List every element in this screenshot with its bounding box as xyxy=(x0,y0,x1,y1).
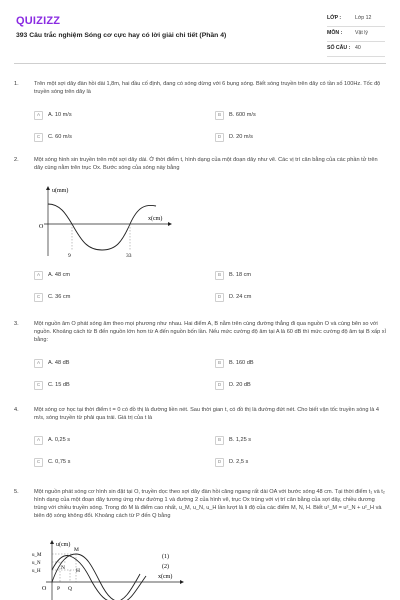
meta-label: MÔN : xyxy=(327,30,343,37)
option-d[interactable] xyxy=(215,291,375,303)
wave-curve xyxy=(48,204,156,250)
question-text: Một sóng hình sin truyền trên một sợi dây dài. Ở thời điểm t, hình dạng của một đoạn dây như vẽ. Các vị trí cân bằng của các phần tử trên dây cùng nằm trên trục Ox. Bước sóng của sóng này bằng xyxy=(34,157,378,172)
curve-1-label: (1) xyxy=(162,554,169,560)
option-text: C. 15 dB xyxy=(48,381,70,388)
option-key: A xyxy=(34,436,43,445)
option-text: B. 160 dB xyxy=(229,359,254,366)
wave-figure-q2 xyxy=(36,184,176,263)
option-d[interactable] xyxy=(215,131,375,143)
uH-label: u_H xyxy=(32,569,41,574)
option-text: D. 20 dB xyxy=(229,381,251,388)
option-c[interactable] xyxy=(34,456,194,468)
option-d[interactable] xyxy=(215,456,375,468)
y-axis-label: u(cm) xyxy=(56,542,71,548)
option-key: D xyxy=(215,133,224,142)
meta-panel xyxy=(327,12,385,57)
option-text: A. 48 cm xyxy=(48,271,71,278)
option-text: D. 2,5 s xyxy=(229,458,249,465)
tick-label-1: 9 xyxy=(68,253,71,259)
y-axis-arrow xyxy=(50,540,54,544)
header-divider xyxy=(14,63,386,64)
point-Q-label: Q xyxy=(68,586,72,592)
option-key: C xyxy=(34,458,43,467)
option-d[interactable] xyxy=(215,379,375,391)
option-text: D. 20 m/s xyxy=(229,133,253,140)
option-text: C. 0,75 s xyxy=(48,458,71,465)
point-M-label: M xyxy=(74,547,79,553)
option-key: B xyxy=(215,359,224,368)
option-key: C xyxy=(34,133,43,142)
option-key: B xyxy=(215,271,224,280)
option-key: D xyxy=(215,293,224,302)
meta-row-count xyxy=(327,42,385,57)
question-text: Một nguồn phát sóng cơ hình sin đặt tại O, truyền dọc theo sợi dây đàn hồi căng ngang rất dài OA với bước sóng 48 cm. Tại thời điểm t₁ và t₂ hình dạng của một đoạn dây tương ứng như đường 1 và đường 2 của hình vẽ, trục Ox trùng với vị trí cân bằng của sợi dây, chiều dương trùng với chiều truyền sóng. Trong đó M là điểm cao nhất, u_M, u_N, u_H lần lượt là li độ của các điểm M, N, H. Biết u²_M = u²_N + u²_H và biên độ sóng không đổi. Khoảng cách từ P đến Q bằng xyxy=(34,489,385,520)
option-b[interactable] xyxy=(215,434,375,446)
option-text: A. 0,25 s xyxy=(48,436,71,443)
option-text: C. 60 m/s xyxy=(48,133,72,140)
option-a[interactable] xyxy=(34,269,194,281)
option-c[interactable] xyxy=(34,291,194,303)
origin-label: O xyxy=(42,586,47,592)
meta-label: LỚP : xyxy=(327,15,342,22)
wave-figure-q5 xyxy=(30,540,200,600)
meta-label: SỐ CÂU : xyxy=(327,45,351,52)
option-a[interactable] xyxy=(34,109,194,121)
option-c[interactable] xyxy=(34,131,194,143)
option-key: D xyxy=(215,458,224,467)
question-text: Một nguồn âm O phát sóng âm theo mọi phương như nhau. Hai điểm A, B nằm trên cùng đường thẳng đi qua nguồn O và cùng bên so với nguồn. Khoảng cách từ B đến nguồn lớn hơn từ A đến nguồn bốn lần. Nếu mức cường độ âm tại A là 60 dB thì mức cường độ âm tại B xấp xỉ bằng: xyxy=(34,321,386,344)
meta-row-class xyxy=(327,12,385,27)
point-N-label: N xyxy=(61,565,65,571)
question-number: 1. xyxy=(14,81,19,87)
option-b[interactable] xyxy=(215,269,375,281)
x-axis-label: x(cm) xyxy=(158,574,173,580)
option-text: B. 1,25 s xyxy=(229,436,252,443)
option-key: C xyxy=(34,293,43,302)
option-key: A xyxy=(34,359,43,368)
x-axis-label: x(cm) xyxy=(148,216,163,222)
meta-value: Vật lý xyxy=(355,30,368,37)
option-b[interactable] xyxy=(215,109,375,121)
option-key: A xyxy=(34,111,43,120)
option-key: B xyxy=(215,436,224,445)
point-H-label: H xyxy=(76,568,80,574)
question-number: 4. xyxy=(14,407,19,413)
question-number: 3. xyxy=(14,321,19,327)
x-axis-arrow xyxy=(180,580,184,584)
option-key: D xyxy=(215,381,224,390)
header xyxy=(0,0,400,62)
page-title: 393 Câu trắc nghiệm Sóng cơ cực hay có lời giải chi tiết (Phần 4) xyxy=(16,32,227,39)
option-text: B. 600 m/s xyxy=(229,111,256,118)
question-text: Một sóng cơ học tại thời điểm t = 0 có đồ thị là đường liền nét. Sau thời gian t, có đồ thị là đường đứt nét. Cho biết vận tốc truyền sóng là 4 m/s, sóng truyền từ phải qua trái. Giá trị của t là xyxy=(34,407,380,422)
meta-value: Lớp 12 xyxy=(355,15,372,22)
option-b[interactable] xyxy=(215,357,375,369)
y-axis-arrow xyxy=(46,186,50,190)
quizizz-logo: QUIZIZZ xyxy=(16,15,61,27)
uM-label: u_M xyxy=(32,553,42,558)
y-axis-label: u(mm) xyxy=(52,188,69,194)
origin-label: O xyxy=(39,224,44,230)
point-P-label: P xyxy=(57,586,61,592)
curve-2-label: (2) xyxy=(162,564,169,570)
meta-value: 40 xyxy=(355,45,361,52)
option-a[interactable] xyxy=(34,357,194,369)
uN-label: u_N xyxy=(32,561,41,566)
x-axis-arrow xyxy=(168,222,172,226)
question-text: Trên một sợi dây đàn hồi dài 1,8m, hai đầu cố định, đang có sóng dừng với 6 bụng sóng. Biết sóng truyền trên dây có tần số 100Hz. Tốc độ truyền sóng trên dây là xyxy=(34,81,381,96)
option-key: B xyxy=(215,111,224,120)
option-text: D. 24 cm xyxy=(229,293,252,300)
option-text: B. 18 cm xyxy=(229,271,252,278)
option-text: C. 36 cm xyxy=(48,293,71,300)
option-key: A xyxy=(34,271,43,280)
option-a[interactable] xyxy=(34,434,194,446)
option-text: A. 48 dB xyxy=(48,359,70,366)
option-c[interactable] xyxy=(34,379,194,391)
meta-row-subject xyxy=(327,27,385,42)
wave-figure-q5-svg xyxy=(30,540,200,600)
question-number: 2. xyxy=(14,157,19,163)
option-text: A. 10 m/s xyxy=(48,111,72,118)
option-key: C xyxy=(34,381,43,390)
question-number: 5. xyxy=(14,489,19,495)
wave-figure-q2-svg xyxy=(36,184,176,260)
tick-label-2: 33 xyxy=(126,253,132,259)
